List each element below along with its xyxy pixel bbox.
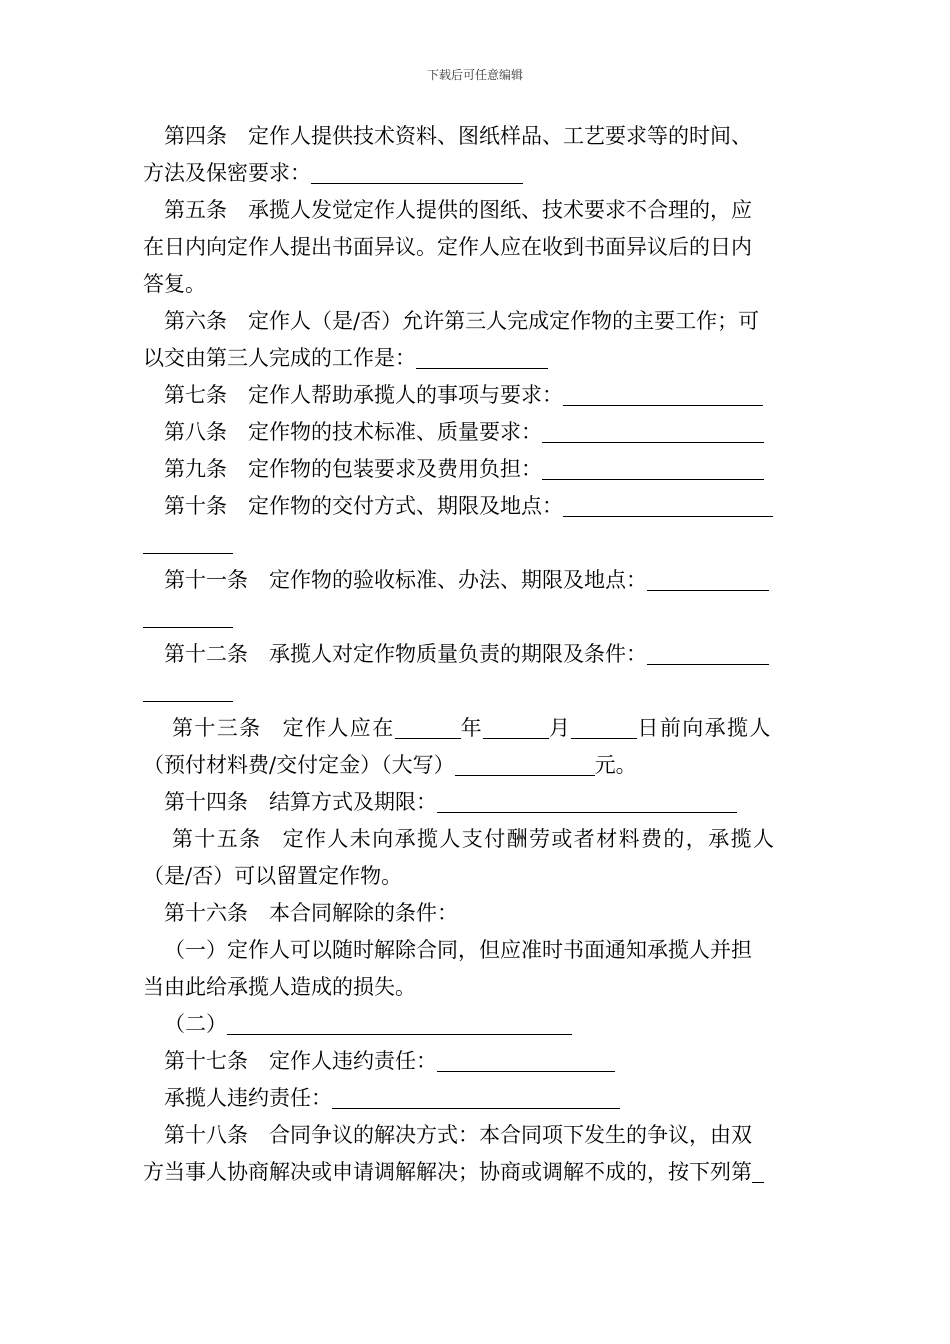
- article-16-item-1: （一）定作人可以随时解除合同，但应准时书面通知承揽人并担: [164, 938, 752, 962]
- blank-field[interactable]: [143, 533, 233, 554]
- article-16: 第十六条 本合同解除的条件：: [164, 901, 458, 925]
- blank-year[interactable]: [395, 718, 461, 739]
- article-4-cont: 方法及保密要求：: [143, 155, 808, 192]
- blank-field[interactable]: [563, 385, 763, 406]
- article-number: 第九条: [164, 457, 227, 481]
- article-15-cont: （是/否）可以留置定作物。: [143, 864, 403, 888]
- article-5: 第五条 承揽人发觉定作人提供的图纸、技术要求不合理的，应: [164, 198, 752, 222]
- article-17-contractor: 承揽人违约责任：: [143, 1080, 808, 1117]
- article-number: 第十二条: [164, 642, 248, 666]
- blank-field[interactable]: [332, 1088, 620, 1109]
- blank-field[interactable]: [437, 1051, 615, 1072]
- blank-amount[interactable]: [455, 755, 595, 776]
- article-11-cont: [143, 599, 808, 636]
- article-14: 第十四条 结算方式及期限：: [143, 784, 808, 821]
- blank-field[interactable]: [416, 348, 548, 369]
- blank-field[interactable]: [647, 570, 769, 591]
- blank-field[interactable]: [143, 681, 233, 702]
- article-16-item-2: （二）: [143, 1006, 808, 1043]
- page-header: 下载后可任意编辑: [426, 68, 523, 82]
- article-number: 第十一条: [164, 568, 248, 592]
- blank-field[interactable]: [647, 644, 769, 665]
- contract-body: [143, 118, 808, 1191]
- blank-field[interactable]: [227, 1014, 572, 1035]
- article-9: 第九条 定作物的包装要求及费用负担：: [143, 451, 808, 488]
- article-number: 第六条: [164, 309, 227, 333]
- blank-month[interactable]: [483, 718, 549, 739]
- article-number: 第五条: [164, 198, 227, 222]
- article-number: 第十四条: [164, 790, 248, 814]
- blank-field[interactable]: [542, 459, 764, 480]
- article-4: 第四条 定作人提供技术资料、图纸样品、工艺要求等的时间、: [164, 124, 752, 148]
- article-15: 第十五条 定作人未向承揽人支付酬劳或者材料费的，承揽人: [172, 827, 776, 851]
- blank-field[interactable]: [143, 607, 233, 628]
- article-13-cont: （预付材料费/交付定金）（大写） 元。: [143, 753, 637, 777]
- article-10-cont: [143, 525, 808, 562]
- article-number: 第八条: [164, 420, 227, 444]
- blank-field[interactable]: [437, 792, 737, 813]
- article-13: 第十三条 定作人应在 年 月 日前向承揽人: [172, 716, 772, 740]
- article-number: 第十七条: [164, 1049, 248, 1073]
- article-18-cont: 方当事人协商解决或申请调解解决；协商或调解不成的，按下列第: [143, 1154, 808, 1191]
- blank-field[interactable]: [752, 1162, 764, 1183]
- article-number: 第十条: [164, 494, 227, 518]
- article-6-cont: 以交由第三人完成的工作是：: [143, 340, 808, 377]
- article-17: 第十七条 定作人违约责任：: [143, 1043, 808, 1080]
- blank-day[interactable]: [571, 718, 637, 739]
- article-12-cont: [143, 673, 808, 710]
- article-number: 第七条: [164, 383, 227, 407]
- article-7: 第七条 定作人帮助承揽人的事项与要求：: [143, 377, 808, 414]
- article-11: 第十一条 定作物的验收标准、办法、期限及地点：: [143, 562, 808, 599]
- article-12: 第十二条 承揽人对定作物质量负责的期限及条件：: [143, 636, 808, 673]
- article-number: 第十八条: [164, 1123, 248, 1147]
- article-5-cont: 在日内向定作人提出书面异议。定作人应在收到书面异议后的日内: [143, 235, 752, 259]
- article-number: 第十五条: [172, 827, 262, 851]
- article-number: 第十三条: [172, 716, 262, 740]
- article-16-item-1-cont: 当由此给承揽人造成的损失。: [143, 975, 416, 999]
- article-10: 第十条 定作物的交付方式、期限及地点：: [143, 488, 808, 525]
- article-5-cont2: 答复。: [143, 272, 206, 296]
- article-18: 第十八条 合同争议的解决方式：本合同项下发生的争议，由双: [164, 1123, 752, 1147]
- article-8: 第八条 定作物的技术标准、质量要求：: [143, 414, 808, 451]
- article-6: 第六条 定作人（是/否）允许第三人完成定作物的主要工作；可: [164, 309, 760, 333]
- article-number: 第十六条: [164, 901, 248, 925]
- blank-field[interactable]: [563, 496, 773, 517]
- blank-field[interactable]: [311, 163, 523, 184]
- article-number: 第四条: [164, 124, 227, 148]
- blank-field[interactable]: [542, 422, 764, 443]
